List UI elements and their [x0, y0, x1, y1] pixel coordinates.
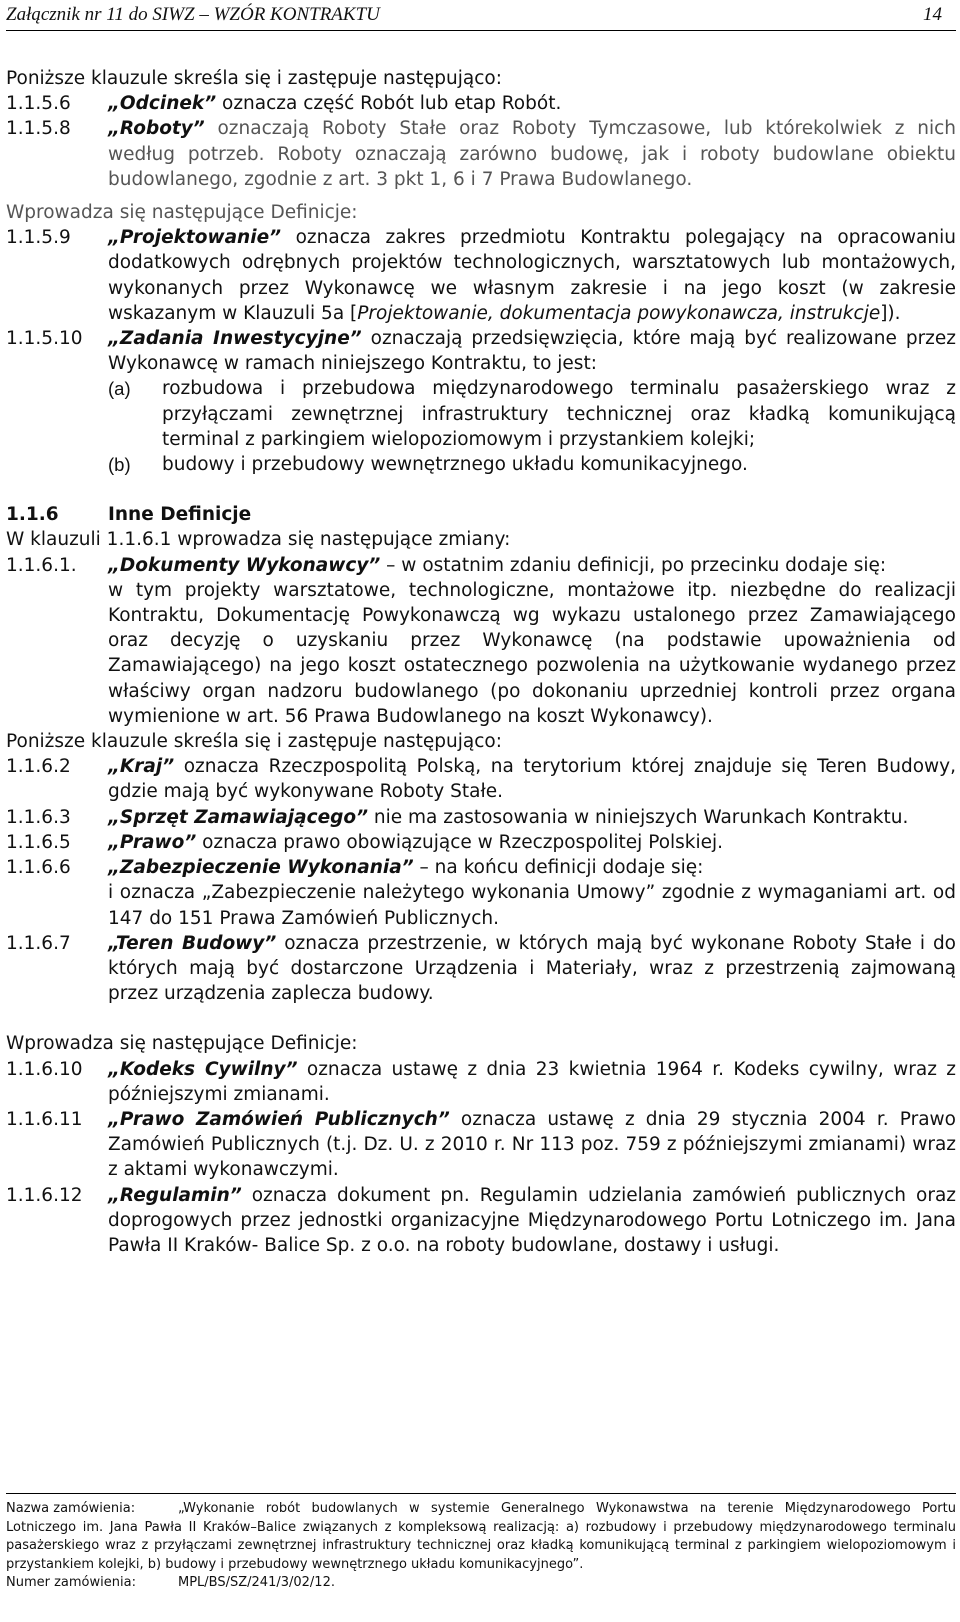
clause-number: 1.1.6.11 [6, 1108, 83, 1130]
clause-1-1-6-10 [6, 1057, 956, 1107]
list-text: budowy i przebudowy wewnętrznego układu komunikacyjnego. [162, 454, 748, 476]
page-number: 14 [923, 4, 942, 25]
clause-1-1-5-8 [6, 116, 956, 192]
clause-number: 1.1.6.12 [6, 1184, 83, 1206]
clause-number: 1.1.6.1. [6, 554, 77, 576]
klauzula-text: W klauzuli 1.1.6.1 wprowadza się następujące zmiany: [6, 529, 511, 551]
clause-term: „Kodeks Cywilny” [108, 1058, 298, 1080]
clause-number: 1.1.5.6 [6, 93, 71, 115]
clause-text: – w ostatnim zdaniu definicji, po przecinku dodaje się: [380, 554, 887, 576]
definitions-heading: Wprowadza się następujące Definicje: [6, 202, 358, 224]
clause-number: 1.1.5.8 [6, 118, 71, 140]
clause-italic-ref: Projektowanie, dokumentacja powykonawcza, instrukcje [357, 302, 881, 324]
clause-body: i oznacza „Zabezpieczenie należytego wykonania Umowy” zgodnie z wymaganiami art. od 147 do 151 Prawa Zamówień Publicznych. [108, 882, 956, 929]
clause-term: „Regulamin” [108, 1184, 242, 1206]
clause-text: nie ma zastosowania w niniejszych Warunkach Kontraktu. [368, 806, 909, 828]
clause-text: oznacza zakres przedmiotu Kontraktu polegający na opracowaniu dodatkowych odrębnych projektów technologicznych, warsztatowych lub montażowych, wykonanych przez Wykonawcę we własnym zakresie i na jego koszt (w zakresie wskazanym w Klauzuli 5a [ [108, 227, 956, 324]
clause-number: 1.1.6.5 [6, 831, 71, 853]
clause-term: „Roboty” [108, 118, 205, 140]
clause-text: oznaczają Roboty Stałe oraz Roboty Tymczasowe, lub którekolwiek z nich według potrzeb. Roboty oznaczają zarówno budowę, jak i roboty budowlane obiektu budowlanego, zgodnie z art. 3 pkt 1, 6 i 7 Prawa Budowlanego. [108, 118, 956, 190]
intro-text-2: Poniższe klauzule skreśla się i zastępuje następująco: [6, 731, 502, 753]
intro-text: Poniższe klauzule skreśla się i zastępuje następująco: [6, 68, 502, 89]
clause-number: 1.1.6.10 [6, 1058, 83, 1080]
clause-text: oznacza część Robót lub etap Robót. [216, 93, 562, 115]
footer-number-label: Numer zamówienia: [6, 1575, 136, 1590]
clause-term: „Prawo” [108, 831, 197, 853]
clause-term: „Sprzęt Zamawiającego” [108, 806, 368, 828]
clause-term: „Teren Budowy” [108, 932, 277, 954]
clause-1-1-6-5 [6, 830, 956, 855]
section-number: 1.1.6 [6, 504, 59, 526]
footer-name-label: Nazwa zamówienia: [6, 1501, 136, 1516]
clause-1-1-6-7 [6, 931, 956, 1007]
definitions-heading-2: Wprowadza się następujące Definicje: [6, 1033, 358, 1055]
header-title: Załącznik nr 11 do SIWZ – WZÓR KONTRAKTU [6, 4, 380, 25]
clause-1-1-6-3 [6, 805, 956, 830]
clause-term: „Prawo Zamówień Publicznych” [108, 1108, 450, 1130]
clause-number: 1.1.6.2 [6, 756, 71, 778]
clause-1-1-6-1 [6, 553, 956, 578]
list-text: rozbudowa i przebudowa międzynarodowego terminalu pasażerskiego wraz z przyłączami zewnętrznej infrastruktury technicznej oraz kładką komunikującą terminal z parkingiem wielopoziomowym i przystankiem kolejki; [162, 378, 956, 450]
list-item-b [6, 452, 956, 477]
section-heading [6, 502, 956, 527]
clause-number: 1.1.5.9 [6, 227, 71, 249]
clause-number: 1.1.6.7 [6, 932, 71, 954]
list-item-a [6, 376, 956, 452]
clause-text: oznacza ustawę z dnia 23 kwietnia 1964 r. Kodeks cywilny, wraz z późniejszymi zmianami. [108, 1058, 956, 1105]
footer-number-text: MPL/BS/SZ/241/3/02/12. [178, 1575, 335, 1590]
clause-term: „Kraj” [108, 756, 175, 778]
clause-term: „Odcinek” [108, 93, 217, 115]
list-label: (a) [108, 378, 131, 400]
document-body [6, 66, 956, 1258]
clause-number: 1.1.6.6 [6, 857, 71, 879]
clause-1-1-6-12 [6, 1183, 956, 1259]
clause-text: oznacza dokument pn. Regulamin udzielania zamówień publicznych oraz doprogowych przez jednostki organizacyjne Międzynarodowego Portu Lotniczego im. Jana Pawła II Kraków- Balice Sp. z o.o. na roboty budowlane, dostawy i usługi. [108, 1184, 956, 1256]
list-label: (b) [108, 454, 131, 476]
clause-1-1-5-9 [6, 225, 956, 326]
clause-term: „Zadania Inwestycyjne” [108, 328, 362, 350]
page-header [6, 4, 956, 31]
clause-term: „Projektowanie” [108, 227, 282, 249]
clause-number: 1.1.6.3 [6, 806, 71, 828]
clause-text: – na końcu definicji dodaje się: [413, 857, 704, 879]
clause-1-1-5-6 [6, 91, 956, 116]
clause-body: w tym projekty warsztatowe, technologiczne, montażowe itp. niezbędne do realizacji Kontraktu, Dokumentację Powykonawczą wg wykazu ustalonego przez Zamawiającego oraz decyzję o uzyskaniu przez Wykonawcę (na podstawie upoważnienia od Zamawiającego) na jego koszt ostatecznego pozwolenia na użytkowanie wydanego przez właściwy organ nadzoru budowlanego (po dokonaniu uprzedniej kontroli przez organa wymienione w art. 56 Prawa Budowlanego na koszt Wykonawcy). [108, 579, 956, 727]
clause-text: oznacza przestrzenie, w których mają być wykonane Roboty Stałe i do których mają być dostarczone Urządzenia i Materiały, wraz z przestrzenią zajmowaną przez urządzenia zaplecza budowy. [108, 932, 957, 1005]
clause-number: 1.1.5.10 [6, 328, 83, 350]
section-title: Inne Definicje [108, 504, 252, 526]
footer-order-number [6, 1574, 956, 1593]
clause-text: oznacza prawo obowiązujące w Rzeczpospolitej Polskiej. [196, 831, 724, 853]
footer-order-name [6, 1500, 956, 1574]
clause-text-end: ]). [880, 302, 901, 324]
footer-name-text: „Wykonanie robót budowlanych w systemie Generalnego Wykonawstwa na terenie Międzynarodowego Portu Lotniczego im. Jana Pawła II Kraków–Balice związanych z kompleksową realizacją: a) rozbudowy i przebudowy międzynarodowego terminalu pasażerskiego wraz z przyłączami zewnętrznej infrastruktury technicznej oraz kładką komunikującą terminal z parkingiem wielopoziomowym i przystankiem kolejki, b) budowy i przebudowy wewnętrznego układu komunikacyjnego”. [6, 1501, 956, 1572]
clause-1-1-6-6 [6, 855, 956, 880]
clause-text: oznaczają przedsięwzięcia, które mają być realizowane przez Wykonawcę w ramach niniejszego Kontraktu, to jest: [108, 328, 956, 375]
clause-text: oznacza Rzeczpospolitą Polską, na terytorium której znajduje się Teren Budowy, gdzie mają być wykonywane Roboty Stałe. [108, 756, 956, 803]
page-footer [6, 1493, 956, 1593]
clause-term: „Dokumenty Wykonawcy” [108, 554, 381, 576]
clause-term: „Zabezpieczenie Wykonania” [108, 857, 414, 879]
clause-1-1-5-10 [6, 326, 956, 376]
clause-1-1-6-11 [6, 1107, 956, 1183]
clause-text: oznacza ustawę z dnia 29 stycznia 2004 r. Prawo Zamówień Publicznych (t.j. Dz. U. z 2010 r. Nr 113 poz. 759 z późniejszymi zmianami) wraz z aktami wykonawczymi. [108, 1108, 956, 1181]
clause-1-1-6-2 [6, 754, 956, 804]
